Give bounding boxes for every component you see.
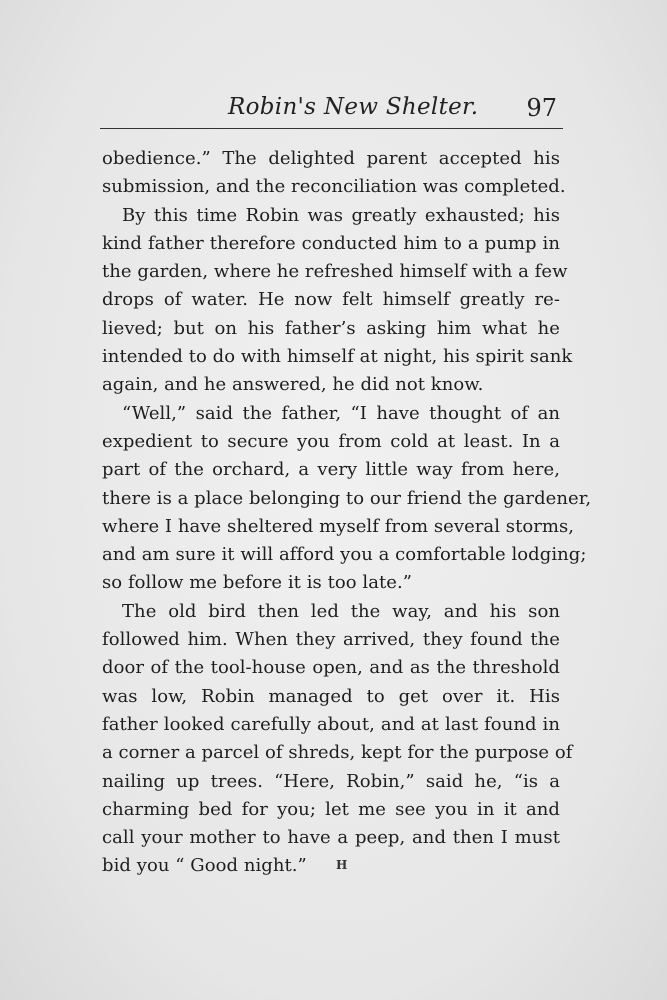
text-line: bid you “ Good night.” — [102, 855, 307, 877]
text-line: The old bird then led the way, and his son — [122, 600, 560, 622]
text-line: nailing up trees. “Here, Robin,” said he, “is a — [102, 770, 560, 792]
running-title: Robin's New Shelter. — [228, 94, 479, 120]
text-line: again, and he answered, he did not know. — [102, 374, 484, 396]
page-header — [100, 94, 565, 128]
text-line: door of the tool-house open, and as the threshold — [102, 657, 560, 679]
text-line: drops of water. He now felt himself greatly re- — [102, 289, 560, 311]
text-line: kind father therefore conducted him to a pump in — [102, 232, 560, 254]
text-line: and am sure it will afford you a comfortable lodging; — [102, 544, 587, 566]
text-line: there is a place belonging to our friend the gardener, — [102, 487, 592, 509]
text-line: a corner a parcel of shreds, kept for the purpose of — [102, 742, 573, 764]
text-line: followed him. When they arrived, they found the — [102, 629, 560, 651]
text-line: part of the orchard, a very little way from here, — [102, 459, 560, 481]
page-number: 97 — [526, 94, 557, 122]
text-line: “Well,” said the father, “I have thought of an — [122, 402, 560, 424]
text-line: lieved; but on his father’s asking him what he — [102, 317, 560, 339]
text-line: was low, Robin managed to get over it. His — [102, 685, 560, 707]
text-line: where I have sheltered myself from several storms, — [102, 515, 575, 537]
text-line: call your mother to have a peep, and then I must — [102, 827, 560, 849]
text-line: intended to do with himself at night, his spirit sank — [102, 346, 573, 368]
text-line: father looked carefully about, and at last found in — [102, 713, 560, 735]
text-line: obedience.” The delighted parent accepted his — [102, 148, 560, 169]
text-line: By this time Robin was greatly exhausted; his — [122, 204, 560, 226]
text-line: so follow me before it is too late.” — [102, 572, 413, 594]
text-line: charming bed for you; let me see you in it and — [102, 798, 560, 820]
text-line: submission, and the reconciliation was completed. — [102, 176, 566, 198]
text-line: expedient to secure you from cold at least. In a — [102, 430, 560, 452]
body-text — [102, 145, 592, 881]
text-line: the garden, where he refreshed himself with a few — [102, 261, 568, 283]
header-rule — [100, 128, 563, 129]
signature-mark: H — [336, 858, 348, 872]
